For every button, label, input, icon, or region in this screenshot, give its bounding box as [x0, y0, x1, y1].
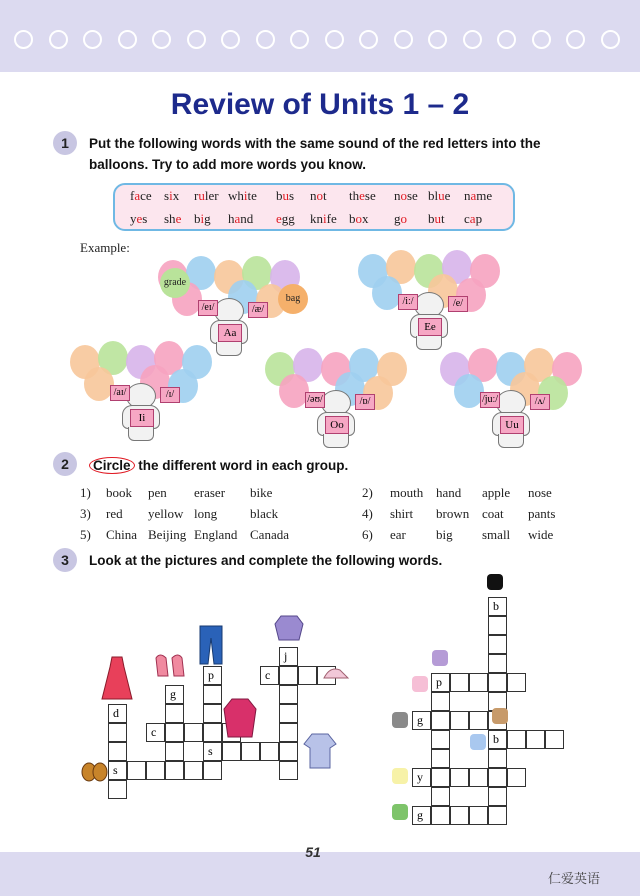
crossword-cell[interactable]: [184, 723, 203, 742]
crossword-cell[interactable]: [165, 761, 184, 780]
word-part: sh: [164, 211, 176, 226]
crossword-cell[interactable]: [507, 730, 526, 749]
crossword-clue-cell[interactable]: s: [203, 742, 222, 761]
crossword-cell[interactable]: [488, 635, 507, 654]
red-letter: i: [323, 211, 327, 226]
section-1-instruction: [89, 133, 541, 175]
sound-tag: /eɪ/: [198, 300, 218, 316]
word-part: g: [394, 211, 401, 226]
ring-decoration: [14, 30, 33, 49]
word-part: bl: [428, 188, 439, 203]
color-blob: [487, 574, 503, 590]
crossword-cell[interactable]: [431, 768, 450, 787]
section-2-instruction-rest: the different word in each group.: [134, 458, 349, 473]
ring-decoration: [566, 30, 585, 49]
crossword-cell[interactable]: [108, 742, 127, 761]
sound-word: [194, 188, 219, 204]
crossword-cell[interactable]: [488, 768, 507, 787]
group-word: England: [194, 527, 238, 542]
group-word: small: [482, 527, 511, 542]
word-part: th: [349, 188, 360, 203]
group-word: ear: [390, 527, 406, 542]
shoes-picture: [80, 758, 108, 782]
ring-decoration: [359, 30, 378, 49]
shirt-picture: [302, 732, 338, 770]
letter-card: Ee: [418, 318, 442, 336]
sound-word: [228, 211, 253, 227]
red-letter: e: [136, 211, 143, 226]
section-1-number: 1: [53, 131, 77, 155]
group-word: wide: [528, 527, 554, 542]
crossword-clue-cell[interactable]: g: [412, 711, 431, 730]
group-word: long: [194, 506, 218, 521]
word-part: se: [364, 188, 376, 203]
ring-decoration: [532, 30, 551, 49]
word-part: b: [349, 211, 356, 226]
word-part: b: [276, 188, 283, 203]
word-part: ler: [204, 188, 219, 203]
group-word: Beijing: [148, 527, 187, 542]
crossword-cell[interactable]: [279, 742, 298, 761]
ring-decoration: [83, 30, 102, 49]
group-word: red: [106, 506, 123, 521]
group-word: China: [106, 527, 138, 542]
gloves-picture: [152, 652, 188, 680]
crossword-cell[interactable]: [203, 761, 222, 780]
red-letter: i: [169, 188, 173, 203]
group-number: 6): [362, 527, 373, 542]
ring-decoration: [118, 30, 137, 49]
crossword-cell[interactable]: [184, 761, 203, 780]
sound-word: [464, 188, 492, 204]
crossword-cell[interactable]: [108, 723, 127, 742]
section-2-number: 2: [53, 452, 77, 476]
crossword-cell[interactable]: [260, 742, 279, 761]
word-part: me: [476, 188, 493, 203]
crossword-cell[interactable]: [298, 666, 317, 685]
crossword-cell[interactable]: [469, 768, 488, 787]
word-part: g: [204, 211, 211, 226]
group-word: Canada: [250, 527, 289, 542]
crossword-cell[interactable]: [526, 730, 545, 749]
crossword-cell[interactable]: [507, 768, 526, 787]
crossword-cell[interactable]: [108, 780, 127, 799]
color-blob: [492, 708, 508, 724]
section-3-number: 3: [53, 548, 77, 572]
sound-tag: /ɪ/: [160, 387, 180, 403]
group-word: big: [436, 527, 453, 542]
red-letter: a: [469, 211, 476, 226]
crossword-cell[interactable]: [488, 654, 507, 673]
crossword-clue-cell[interactable]: p: [203, 666, 222, 685]
sound-word: [464, 211, 482, 227]
crossword-cell[interactable]: [431, 692, 450, 711]
red-letter: e: [359, 188, 365, 203]
crossword-clue-cell[interactable]: c: [260, 666, 279, 685]
page-number: 51: [305, 844, 321, 860]
pants-picture: [198, 624, 224, 666]
sound-tag: /əʊ/: [305, 392, 325, 408]
word-part: nd: [240, 211, 254, 226]
crossword-cell[interactable]: [431, 749, 450, 768]
word-part: n: [464, 188, 471, 203]
sound-tag: /ʌ/: [530, 394, 550, 410]
group-word: coat: [482, 506, 504, 521]
sound-tag: /juː/: [480, 392, 500, 408]
word-part: se: [407, 188, 418, 203]
crossword-clue-cell[interactable]: y: [412, 768, 431, 787]
group-word: black: [250, 506, 279, 521]
group-number: 5): [80, 527, 91, 542]
sound-word: [194, 211, 211, 227]
letter-card: Oo: [325, 416, 349, 434]
bear-legs: [323, 434, 349, 448]
sound-word: [130, 211, 147, 227]
crossword-cell[interactable]: [279, 723, 298, 742]
crossword-cell[interactable]: [488, 749, 507, 768]
crossword-cell[interactable]: [431, 711, 450, 730]
letter-card: Uu: [500, 416, 524, 434]
word-part: s: [142, 211, 148, 226]
coat-picture: [222, 697, 258, 739]
section-1-instruction-line1: Put the following words with the same sound of the red letters into the: [89, 136, 541, 151]
sound-tag: /æ/: [248, 302, 268, 318]
letter-card: Ii: [130, 409, 154, 427]
sound-word: [276, 211, 295, 227]
section-3-instruction: Look at the pictures and complete the following words.: [89, 553, 443, 568]
word-part: r: [194, 188, 199, 203]
sound-tag: /aɪ/: [110, 385, 130, 401]
bear-legs: [128, 427, 154, 441]
ring-decoration: [325, 30, 344, 49]
crossword-clue-cell[interactable]: g: [412, 806, 431, 825]
word-part: wh: [228, 188, 244, 203]
ring-decoration: [394, 30, 413, 49]
word-part: s: [289, 188, 295, 203]
crossword-clue-cell[interactable]: c: [146, 723, 165, 742]
red-letter: e: [175, 211, 182, 226]
crossword-cell[interactable]: [279, 761, 298, 780]
group-word: book: [106, 485, 132, 500]
word-part: te: [247, 188, 257, 203]
sound-tag: /iː/: [398, 294, 418, 310]
brand-watermark: 仁爱英语: [548, 871, 601, 886]
ring-decoration: [187, 30, 206, 49]
section-2-instruction: [89, 455, 348, 476]
sound-word: [394, 188, 418, 204]
group-word: pen: [148, 485, 167, 500]
ring-decoration: [290, 30, 309, 49]
group-word: yellow: [148, 506, 184, 521]
group-word: shirt: [390, 506, 414, 521]
group-word: apple: [482, 485, 511, 500]
red-letter: o: [316, 188, 323, 203]
color-blob: [432, 650, 448, 666]
word-part: b: [194, 211, 201, 226]
sound-word: [394, 211, 407, 227]
color-blob: [470, 734, 486, 750]
crossword-cell[interactable]: [469, 673, 488, 692]
red-letter: a: [470, 188, 477, 203]
red-letter: i: [200, 211, 205, 226]
word-part: c: [464, 211, 470, 226]
word-part: x: [172, 188, 180, 203]
crossword-cell[interactable]: [431, 787, 450, 806]
crossword-clue-cell[interactable]: s: [108, 761, 127, 780]
crossword-cell[interactable]: [203, 685, 222, 704]
ring-decoration: [428, 30, 447, 49]
crossword-cell[interactable]: [127, 761, 146, 780]
crossword-cell[interactable]: [431, 806, 450, 825]
red-letter: i: [243, 188, 248, 203]
crossword-cell[interactable]: [241, 742, 260, 761]
word-part: n: [394, 188, 401, 203]
sound-word: [130, 188, 152, 204]
word-box: [113, 183, 515, 231]
crossword-cell[interactable]: [203, 723, 222, 742]
word-part: gg: [281, 211, 295, 226]
sound-word: [310, 211, 337, 227]
crossword-cell[interactable]: [488, 673, 507, 692]
crossword-cell[interactable]: [279, 704, 298, 723]
group-word: hand: [436, 485, 462, 500]
crossword-cell[interactable]: [469, 711, 488, 730]
word-part: s: [164, 188, 170, 203]
group-word: eraser: [194, 485, 226, 500]
color-blob: [392, 712, 408, 728]
red-letter: o: [355, 211, 362, 226]
word-part: kn: [310, 211, 323, 226]
color-blob: [412, 676, 428, 692]
group-word: mouth: [390, 485, 424, 500]
group-word: pants: [528, 506, 556, 521]
crossword-cell[interactable]: [165, 723, 184, 742]
example-label: Example:: [80, 240, 130, 255]
crossword-cell[interactable]: [507, 673, 526, 692]
example-word-balloon: grade: [160, 268, 190, 298]
word-part: t: [323, 188, 327, 203]
red-letter: o: [400, 211, 407, 226]
section-1-instruction-line2: balloons. Try to add more words you know.: [89, 157, 367, 172]
red-letter: u: [198, 188, 205, 203]
group-word: nose: [528, 485, 552, 500]
red-letter: a: [134, 188, 141, 203]
bear-legs: [416, 336, 442, 350]
sound-word: [310, 188, 327, 204]
red-letter: a: [234, 211, 241, 226]
sound-word: [228, 188, 257, 204]
ring-decoration: [49, 30, 68, 49]
crossword-cell[interactable]: [450, 711, 469, 730]
word-part: y: [130, 211, 137, 226]
word-part: p: [475, 211, 483, 226]
word-part: n: [310, 188, 317, 203]
crossword-cell[interactable]: [203, 704, 222, 723]
group-number: 3): [80, 506, 91, 521]
crossword-clue-cell[interactable]: j: [279, 647, 298, 666]
sound-word: [164, 188, 179, 204]
crossword-clue-cell[interactable]: b: [488, 597, 507, 616]
crossword-cell[interactable]: [222, 742, 241, 761]
sound-tag: /ɒ/: [355, 394, 375, 410]
sound-word: [349, 211, 369, 227]
jacket-picture: [273, 614, 305, 642]
group-number: 2): [362, 485, 373, 500]
crossword-cell[interactable]: [488, 787, 507, 806]
sound-word: [164, 211, 181, 227]
bear-legs: [216, 342, 242, 356]
word-part: h: [228, 211, 235, 226]
word-part: f: [130, 188, 135, 203]
red-letter: u: [438, 188, 445, 203]
sound-word: [276, 188, 294, 204]
page-title: Review of Units 1 – 2: [170, 88, 470, 121]
ring-decoration: [601, 30, 620, 49]
crossword-cell[interactable]: [165, 742, 184, 761]
word-part: x: [362, 211, 369, 226]
crossword-cell[interactable]: [279, 666, 298, 685]
crossword-cell[interactable]: [469, 806, 488, 825]
sound-word: [428, 188, 450, 204]
sound-tag: /e/: [448, 296, 468, 312]
crossword-clue-cell[interactable]: b: [488, 730, 507, 749]
ring-decoration: [463, 30, 482, 49]
red-letter: e: [276, 211, 282, 226]
red-letter: u: [434, 211, 441, 226]
sound-word: [428, 211, 445, 227]
ring-decoration: [497, 30, 516, 49]
crossword-clue-cell[interactable]: p: [431, 673, 450, 692]
word-part: e: [444, 188, 451, 203]
example-word-balloon: bag: [278, 284, 308, 314]
red-letter: o: [400, 188, 407, 203]
ring-decoration: [152, 30, 171, 49]
red-letter: u: [282, 188, 289, 203]
ring-decoration: [256, 30, 275, 49]
color-blob: [392, 804, 408, 820]
crossword-cell[interactable]: [545, 730, 564, 749]
crossword-cell[interactable]: [488, 616, 507, 635]
crossword-cell[interactable]: [165, 704, 184, 723]
crossword-cell[interactable]: [450, 768, 469, 787]
ring-decoration: [221, 30, 240, 49]
group-word: bike: [250, 485, 273, 500]
word-part: b: [428, 211, 435, 226]
sound-word: [349, 188, 376, 204]
bear-legs: [498, 434, 524, 448]
word-part: fe: [326, 211, 337, 226]
word-part: t: [441, 211, 445, 226]
group-number: 1): [80, 485, 91, 500]
color-blob: [392, 768, 408, 784]
crossword-cell[interactable]: [279, 685, 298, 704]
crossword-cell[interactable]: [431, 730, 450, 749]
crossword-clue-cell[interactable]: g: [165, 685, 184, 704]
crossword-cell[interactable]: [146, 761, 165, 780]
crossword-cell[interactable]: [450, 673, 469, 692]
group-number: 4): [362, 506, 373, 521]
crossword-clue-cell[interactable]: d: [108, 704, 127, 723]
circle-word: Circle: [89, 457, 135, 474]
cap-picture: [322, 664, 350, 686]
word-part: ce: [140, 188, 152, 203]
group-word: brown: [436, 506, 470, 521]
letter-card: Aa: [218, 324, 242, 342]
crossword-cell[interactable]: [450, 806, 469, 825]
dress-picture: [100, 655, 134, 701]
crossword-cell[interactable]: [488, 806, 507, 825]
